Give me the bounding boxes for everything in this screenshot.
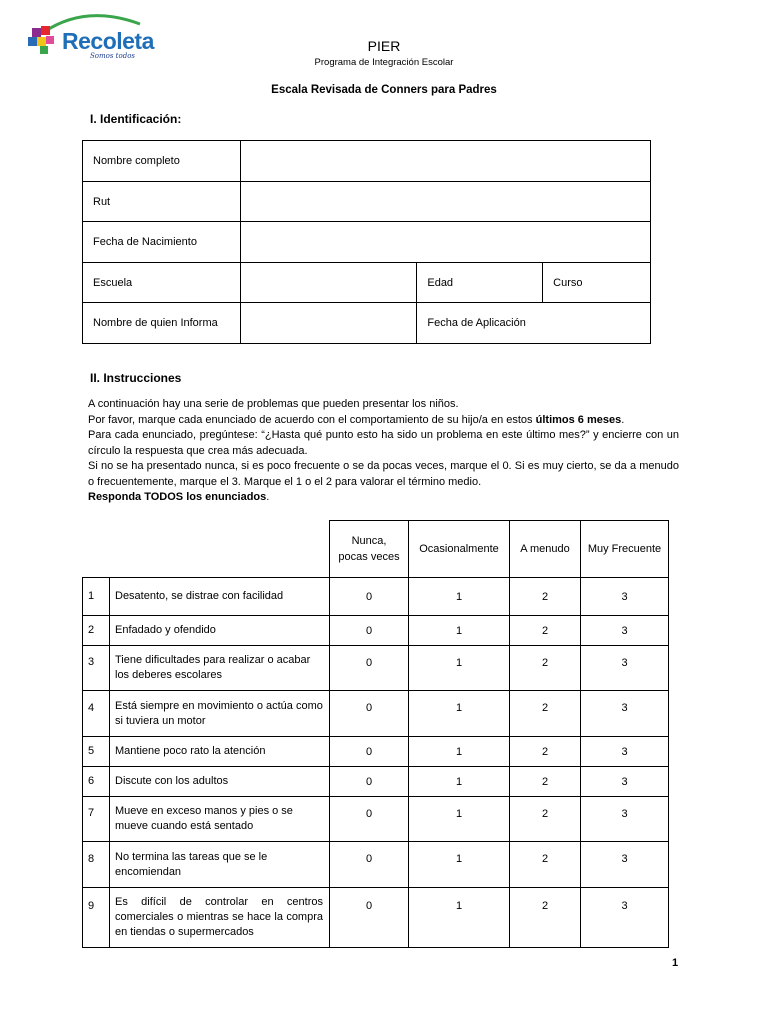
page-title: PIER	[367, 38, 401, 54]
item-text: Mantiene poco rato la atención	[110, 737, 330, 767]
instruction-line	[88, 490, 679, 506]
instruction-emphasis: Responda TODOS los enunciados	[88, 491, 267, 503]
rut-field[interactable]	[240, 182, 650, 222]
instruction-text: Por favor, marque cada enunciado de acuerdo con el comportamiento de su hijo/a en estos	[88, 413, 536, 426]
score-option-3[interactable]: 3	[581, 767, 669, 797]
item-number: 6	[83, 767, 110, 797]
table-row	[83, 616, 669, 646]
item-text: Mueve en exceso manos y pies o se mueve cuando está sentado	[110, 797, 330, 842]
score-option-3[interactable]: 3	[581, 842, 669, 888]
instruction-text: .	[266, 491, 270, 503]
table-row	[83, 691, 669, 737]
score-option-1[interactable]: 1	[409, 691, 510, 737]
score-option-0[interactable]: 0	[330, 842, 409, 888]
informant-field[interactable]	[240, 303, 417, 344]
score-option-3[interactable]: 3	[581, 646, 669, 691]
score-option-2[interactable]: 2	[510, 646, 581, 691]
score-option-1[interactable]: 1	[409, 578, 510, 616]
school-field[interactable]	[240, 263, 417, 303]
conners-scale-table	[82, 520, 669, 948]
table-row	[83, 767, 669, 797]
col-header-never-line1: Nunca,	[351, 535, 387, 547]
table-row	[83, 888, 669, 948]
full-name-field[interactable]	[240, 141, 650, 182]
full-name-label: Nombre completo	[83, 141, 241, 182]
col-header-very-frequent: Muy Frecuente	[581, 521, 669, 578]
instruction-emphasis: últimos 6 meses	[535, 413, 622, 426]
score-option-1[interactable]: 1	[409, 737, 510, 767]
table-row	[83, 737, 669, 767]
item-number: 9	[83, 888, 110, 948]
blank-cell	[83, 521, 110, 578]
item-text: Está siempre en movimiento o actúa como si tuviera un motor	[110, 691, 330, 737]
item-text: Es difícil de controlar en centros comerciales o mientras se hace la compra en tiendas o supermercados	[110, 888, 330, 948]
item-text: Desatento, se distrae con facilidad	[110, 578, 330, 616]
age-label[interactable]: Edad	[417, 263, 543, 303]
score-option-0[interactable]: 0	[330, 737, 409, 767]
logo-wordmark: Recoleta	[62, 28, 154, 54]
score-option-1[interactable]: 1	[409, 842, 510, 888]
score-option-1[interactable]: 1	[409, 616, 510, 646]
item-text: Discute con los adultos	[110, 767, 330, 797]
item-number: 3	[83, 646, 110, 691]
item-number: 7	[83, 797, 110, 842]
item-number: 8	[83, 842, 110, 888]
table-row	[83, 646, 669, 691]
instruction-line: Si no se ha presentado nunca, si es poco frecuente o se da pocas veces, marque el 0. Si es muy cierto, se da a menudo o frecuentemente, marque el 3. Marque el 1 o el 2 para valorar el término medio.	[88, 460, 679, 488]
table-row	[83, 578, 669, 616]
item-number: 4	[83, 691, 110, 737]
instruction-line	[88, 413, 679, 429]
scale-title: Escala Revisada de Conners para Padres	[271, 84, 497, 96]
score-option-2[interactable]: 2	[510, 797, 581, 842]
score-option-1[interactable]: 1	[409, 797, 510, 842]
score-option-0[interactable]: 0	[330, 767, 409, 797]
score-option-1[interactable]: 1	[409, 646, 510, 691]
school-label: Escuela	[83, 263, 241, 303]
table-row	[83, 797, 669, 842]
item-text: Tiene dificultades para realizar o acabar los deberes escolares	[110, 646, 330, 691]
instruction-line: A continuación hay una serie de problemas que pueden presentar los niños.	[88, 398, 459, 410]
birth-date-label: Fecha de Nacimiento	[83, 222, 241, 263]
score-option-1[interactable]: 1	[409, 767, 510, 797]
score-option-2[interactable]: 2	[510, 767, 581, 797]
instruction-text: .	[621, 413, 625, 426]
identification-heading: I. Identificación:	[90, 112, 182, 126]
item-text: Enfadado y ofendido	[110, 616, 330, 646]
score-option-3[interactable]: 3	[581, 888, 669, 948]
instruction-line: Para cada enunciado, pregúntese: “¿Hasta qué punto esto ha sido un problema en este último mes?” y encierre con un círculo la respuesta que crea más adecuada.	[88, 429, 679, 457]
score-option-0[interactable]: 0	[330, 888, 409, 948]
program-subtitle: Programa de Integración Escolar	[314, 57, 454, 68]
item-number: 2	[83, 616, 110, 646]
rut-label: Rut	[83, 182, 241, 222]
score-option-3[interactable]: 3	[581, 616, 669, 646]
score-option-3[interactable]: 3	[581, 691, 669, 737]
score-option-0[interactable]: 0	[330, 616, 409, 646]
logo-slogan: Somos todos	[90, 52, 135, 60]
birth-date-field[interactable]	[240, 222, 650, 263]
instructions-heading: II. Instrucciones	[90, 371, 182, 385]
page-number: 1	[672, 957, 679, 969]
score-option-2[interactable]: 2	[510, 578, 581, 616]
score-option-2[interactable]: 2	[510, 616, 581, 646]
blank-cell	[110, 521, 330, 578]
informant-label: Nombre de quien Informa	[83, 303, 241, 344]
score-option-2[interactable]: 2	[510, 888, 581, 948]
score-option-2[interactable]: 2	[510, 842, 581, 888]
score-option-3[interactable]: 3	[581, 737, 669, 767]
grade-label[interactable]: Curso	[543, 263, 651, 303]
col-header-often: A menudo	[510, 521, 581, 578]
score-option-3[interactable]: 3	[581, 797, 669, 842]
score-option-0[interactable]: 0	[330, 797, 409, 842]
score-option-2[interactable]: 2	[510, 691, 581, 737]
item-number: 1	[83, 578, 110, 616]
item-number: 5	[83, 737, 110, 767]
score-option-3[interactable]: 3	[581, 578, 669, 616]
application-date-label[interactable]: Fecha de Aplicación	[417, 303, 651, 344]
instructions-text	[88, 397, 679, 506]
score-option-0[interactable]: 0	[330, 578, 409, 616]
score-option-0[interactable]: 0	[330, 691, 409, 737]
score-option-2[interactable]: 2	[510, 737, 581, 767]
col-header-never-line2: pocas veces	[338, 551, 400, 563]
item-text: No termina las tareas que se le encomiendan	[110, 842, 330, 888]
identification-table	[82, 140, 651, 344]
score-option-0[interactable]: 0	[330, 646, 409, 691]
col-header-occasionally: Ocasionalmente	[409, 521, 510, 578]
score-option-1[interactable]: 1	[409, 888, 510, 948]
table-row	[83, 842, 669, 888]
col-header-never	[330, 521, 409, 578]
